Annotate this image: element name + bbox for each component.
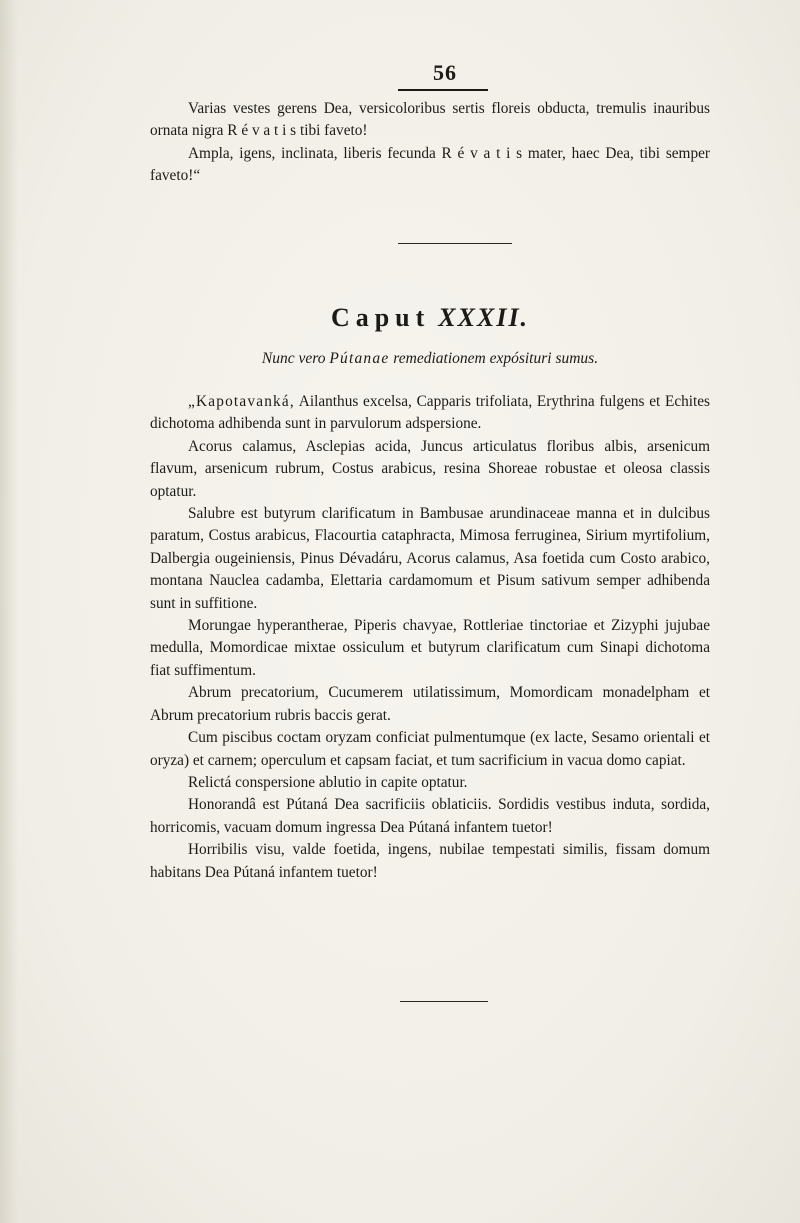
section-divider [398, 243, 512, 244]
chapter-heading [150, 303, 710, 333]
page-shadow [0, 0, 18, 1223]
paragraph: Acorus calamus, Asclepias acida, Juncus articulatus floribus albis, arsenicum flavum, arsenicum rubrum, Costus arabicus, resina Shoreae robustae et oleosa classis optatur. [150, 437, 710, 500]
paragraph: Morungae hyperantherae, Piperis chavyae, Rottleriae tinctoriae et Zizyphi jujubae medulla, Momordicae mixtae ossiculum et butyrum clarificatum cum Sinapi dichotoma fiat suffimentum. [150, 617, 710, 679]
paragraph: Horribilis visu, valde foetida, ingens, nubilae tempestati similis, fissam domum habitans Dea Pútaná infantem tuetor! [150, 841, 710, 881]
subtitle-name: Pútanae [329, 350, 390, 367]
page-number-rule [398, 89, 488, 91]
paragraph: Varias vestes gerens Dea, versicoloribus sertis floreis obducta, tremulis inauribus ornata nigra R é v a t i s tibi faveto! [150, 100, 710, 140]
paragraph: Honorandâ est Pútaná Dea sacrificiis oblaticiis. Sordidis vestibus induta, sordida, horricomis, vacuam domum ingressa Dea Pútaná infantem tuetor! [150, 796, 710, 836]
chapter-subtitle [150, 350, 710, 368]
paragraph-lead: „Kapotavanká, [188, 393, 295, 410]
paragraph: Relictá conspersione ablutio in capite optatur. [188, 773, 468, 791]
subtitle-text-after: remediationem expósituri sumus. [389, 350, 599, 367]
paragraph-text: Ailanthus excelsa, Capparis trifoliata, Erythrina fulgens et Echites dichotoma adhibenda sunt in parvulorum adspersione. [150, 393, 710, 433]
top-text-block [150, 98, 710, 188]
end-divider [400, 1001, 488, 1002]
paragraph: Abrum precatorium, Cucumerem utilatissimum, Momordicam monadelpham et Abrum precatorium rubris baccis gerat. [150, 684, 710, 724]
page-number: 56 [433, 60, 457, 85]
chapter-body [150, 391, 710, 884]
chapter-label: Caput [330, 303, 431, 332]
paragraph: Salubre est butyrum clarificatum in Bambusae arundinaceae manna et in dulcibus paratum, Costus arabicus, Flacourtia cataphracta, Mimosa ferruginea, Sirium myrtifolium, Dalbergia ougeiniensis, Pinus Dévadáru, Acorus calamus, Asa foetida cum Costo arabico, montana Nauclea cadamba, Elettaria cardamomum et Pisum sativum semper adhibenda sunt in suffitione. [150, 505, 710, 612]
paragraph: Ampla, igens, inclinata, liberis fecunda R é v a t i s mater, haec Dea, tibi semper faveto!“ [150, 144, 710, 185]
chapter-number: XXXII. [438, 303, 530, 332]
subtitle-text-before: Nunc vero [261, 350, 330, 367]
paragraph [150, 391, 710, 436]
paragraph: Cum piscibus coctam oryzam conficiat pulmentumque (ex lacte, Sesamo orientali et oryza) et carnem; operculum et capsam faciat, et tum sacrificium in vacua domo capiat. [150, 729, 710, 769]
